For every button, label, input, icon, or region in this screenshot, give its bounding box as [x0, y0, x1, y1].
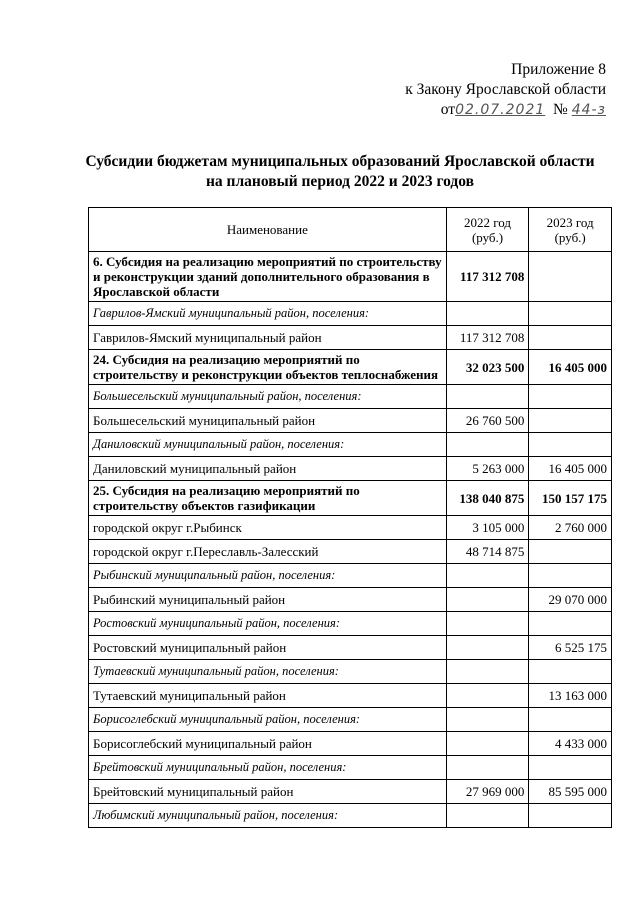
cell-2022	[446, 732, 529, 756]
cell-name: Даниловский муниципальный район	[89, 457, 447, 481]
cell-2022: 48 714 875	[446, 540, 529, 564]
cell-2022: 117 312 708	[446, 252, 529, 302]
title-line-1: Субсидии бюджетам муниципальных образований Ярославской области	[85, 153, 595, 170]
cell-name: Гаврилов-Ямский муниципальный район	[89, 326, 447, 350]
cell-name: Ростовский муниципальный район, поселения:	[89, 612, 447, 636]
appendix-header	[405, 60, 606, 120]
table-body	[89, 252, 612, 828]
cell-name: городской округ г.Рыбинск	[89, 516, 447, 540]
cell-2022: 138 040 875	[446, 481, 529, 516]
cell-name: Тутаевский муниципальный район	[89, 684, 447, 708]
cell-2022	[446, 564, 529, 588]
cell-2022	[446, 612, 529, 636]
number-label: №	[553, 101, 568, 118]
cell-2022	[446, 636, 529, 660]
subsidy-row	[89, 350, 612, 385]
district-header-row	[89, 302, 612, 326]
cell-2022	[446, 660, 529, 684]
cell-2022	[446, 433, 529, 457]
cell-2023	[529, 708, 612, 732]
district-header-row	[89, 433, 612, 457]
table-row	[89, 457, 612, 481]
appendix-line-2: к Закону Ярославской области	[405, 81, 606, 98]
district-header-row	[89, 385, 612, 409]
district-header-row	[89, 612, 612, 636]
cell-2023: 150 157 175	[529, 481, 612, 516]
cell-2023	[529, 804, 612, 828]
cell-name: Рыбинский муниципальный район	[89, 588, 447, 612]
cell-2023	[529, 326, 612, 350]
cell-name: Даниловский муниципальный район, поселения:	[89, 433, 447, 457]
cell-name: Большесельский муниципальный район	[89, 409, 447, 433]
cell-2023: 16 405 000	[529, 457, 612, 481]
cell-2023: 6 525 175	[529, 636, 612, 660]
subsidies-table	[88, 207, 612, 828]
cell-2022: 26 760 500	[446, 409, 529, 433]
district-header-row	[89, 708, 612, 732]
table-row	[89, 636, 612, 660]
district-header-row	[89, 564, 612, 588]
district-header-row	[89, 756, 612, 780]
cell-name: Борисоглебский муниципальный район	[89, 732, 447, 756]
cell-2023	[529, 252, 612, 302]
cell-name: Рыбинский муниципальный район, поселения:	[89, 564, 447, 588]
title-line-2: на плановый период 2022 и 2023 годов	[206, 173, 474, 190]
cell-2023	[529, 756, 612, 780]
table-row	[89, 540, 612, 564]
handwritten-number: 44-з	[571, 102, 606, 118]
cell-2022: 27 969 000	[446, 780, 529, 804]
table-row	[89, 780, 612, 804]
district-header-row	[89, 660, 612, 684]
cell-2023	[529, 302, 612, 326]
cell-name: Борисоглебский муниципальный район, поселения:	[89, 708, 447, 732]
appendix-line-1: Приложение 8	[511, 61, 606, 78]
cell-2022	[446, 756, 529, 780]
handwritten-date: 02.07.2021	[455, 102, 546, 118]
from-label: от	[440, 101, 456, 118]
cell-2023	[529, 385, 612, 409]
cell-name: Большесельский муниципальный район, поселения:	[89, 385, 447, 409]
document-title	[60, 152, 620, 192]
cell-2022: 32 023 500	[446, 350, 529, 385]
district-header-row	[89, 804, 612, 828]
cell-2023	[529, 612, 612, 636]
cell-name: 6. Субсидия на реализацию мероприятий по строительству и реконструкции зданий дополнительного образования в Ярославской области	[89, 252, 447, 302]
cell-2023	[529, 660, 612, 684]
table-row	[89, 732, 612, 756]
cell-name: Любимский муниципальный район, поселения:	[89, 804, 447, 828]
cell-2023: 16 405 000	[529, 350, 612, 385]
cell-name: Брейтовский муниципальный район, поселения:	[89, 756, 447, 780]
header-name: Наименование	[89, 208, 447, 252]
cell-2022	[446, 804, 529, 828]
cell-2023: 2 760 000	[529, 516, 612, 540]
table-row	[89, 588, 612, 612]
subsidy-row	[89, 481, 612, 516]
cell-2023	[529, 409, 612, 433]
cell-2022	[446, 385, 529, 409]
cell-name: 25. Субсидия на реализацию мероприятий по строительству объектов газификации	[89, 481, 447, 516]
cell-name: Брейтовский муниципальный район	[89, 780, 447, 804]
header-2022: 2022 год (руб.)	[446, 208, 529, 252]
cell-2023	[529, 564, 612, 588]
cell-name: Гаврилов-Ямский муниципальный район, поселения:	[89, 302, 447, 326]
table-row	[89, 684, 612, 708]
cell-2023	[529, 433, 612, 457]
cell-2022: 5 263 000	[446, 457, 529, 481]
cell-2023	[529, 540, 612, 564]
table-row	[89, 516, 612, 540]
cell-2022	[446, 302, 529, 326]
table-row	[89, 326, 612, 350]
table-header-row	[89, 208, 612, 252]
cell-name: Ростовский муниципальный район	[89, 636, 447, 660]
cell-2023: 13 163 000	[529, 684, 612, 708]
cell-name: 24. Субсидия на реализацию мероприятий по строительству и реконструкции объектов теплоснабжения	[89, 350, 447, 385]
cell-2023: 85 595 000	[529, 780, 612, 804]
appendix-date-number-line	[441, 100, 606, 120]
cell-name: Тутаевский муниципальный район, поселения:	[89, 660, 447, 684]
table-row	[89, 409, 612, 433]
cell-2022	[446, 588, 529, 612]
cell-name: городской округ г.Переславль-Залесский	[89, 540, 447, 564]
subsidy-row	[89, 252, 612, 302]
cell-2022	[446, 708, 529, 732]
cell-2023: 4 433 000	[529, 732, 612, 756]
cell-2022: 117 312 708	[446, 326, 529, 350]
header-2023: 2023 год (руб.)	[529, 208, 612, 252]
cell-2022: 3 105 000	[446, 516, 529, 540]
cell-2022	[446, 684, 529, 708]
cell-2023: 29 070 000	[529, 588, 612, 612]
